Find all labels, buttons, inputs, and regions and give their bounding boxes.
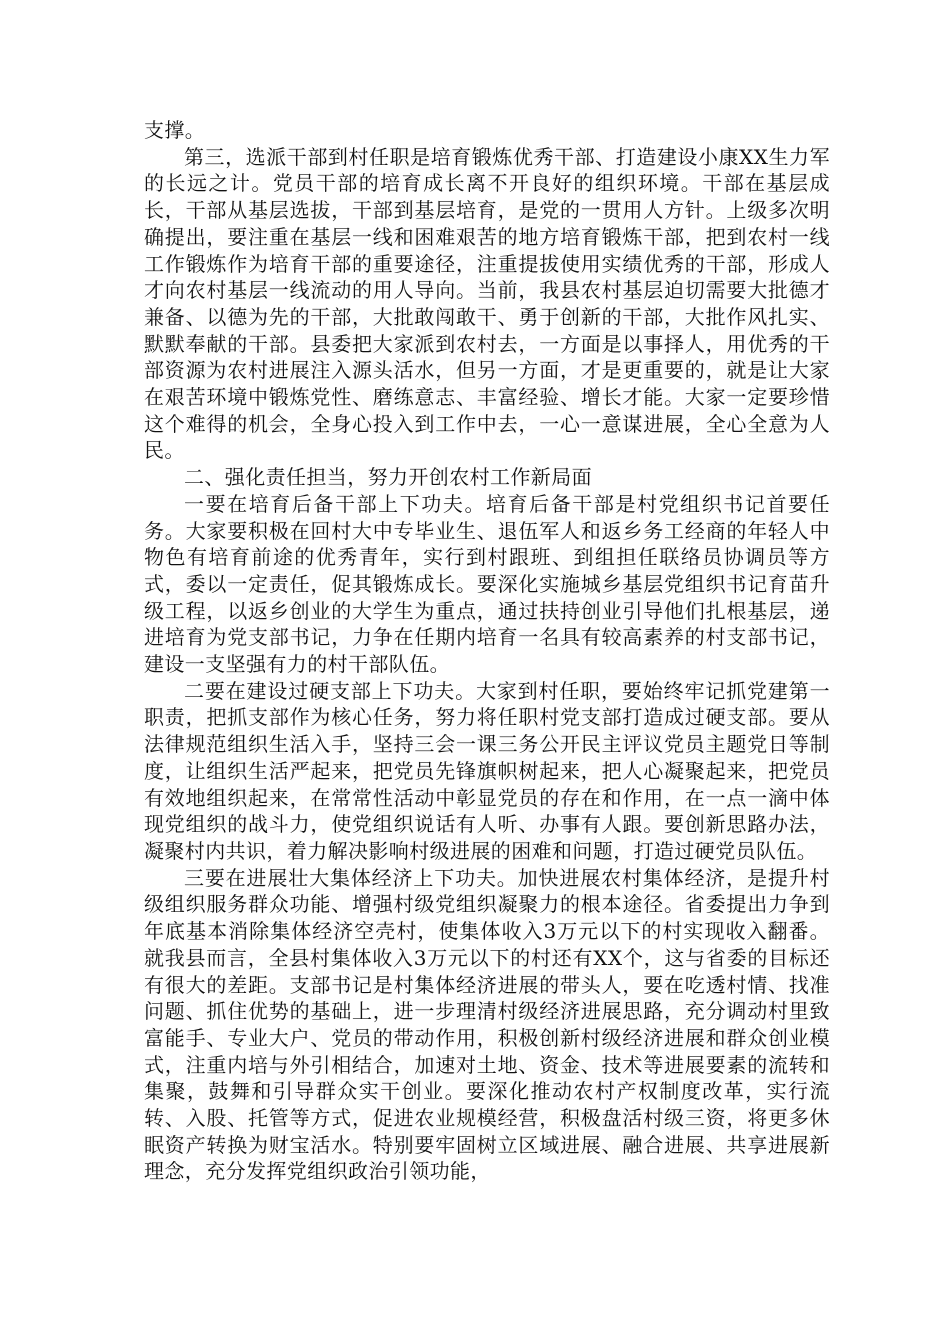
- document-body: [144, 117, 830, 1185]
- paragraph-collective-economy: 三要在进展壮大集体经济上下功夫。加快进展农村集体经济，是提升村级组织服务群众功能、增强村级党组织凝聚力的根本途径。省委提出力争到年底基本消除集体经济空壳村，使集体收入3万元以下的村实现收入翻番。就我县而言，全县村集体收入3万元以下的村还有XX个，这与省委的目标还有很大的差距。支部书记是村集体经济进展的带头人，要在吃透村情、找准问题、抓住优势的基础上，进一步理清村级经济进展思路，充分调动村里致富能手、专业大户、党员的带动作用，积极创新村级经济进展和群众创业模式，注重内培与外引相结合，加速对土地、资金、技术等进展要素的流转和集聚，鼓舞和引导群众实干创业。要深化推动农村产权制度改革，实行流转、入股、托管等方式，促进农业规模经营，积极盘活村级三资，将更多休眠资产转换为财宝活水。特别要牢固树立区域进展、融合进展、共享进展新理念，充分发挥党组织政治引领功能，: [144, 865, 830, 1184]
- section-heading: 二、强化责任担当，努力开创农村工作新局面: [184, 465, 592, 490]
- paragraph-party-branch: 二要在建设过硬支部上下功夫。大家到村任职，要始终牢记抓党建第一职责，把抓支部作为核心任务，努力将任职村党支部打造成过硬支部。要从法律规范组织生活入手，坚持三会一课三务公开民主评议党员主题党日等制度，让组织生活严起来，把党员先锋旗帜树起来，把人心凝聚起来，把党员有效地组织起来，在常常性活动中彰显党员的存在和作用，在一点一滴中体现党组织的战斗力，使党组织说话有人听、办事有人跟。要创新思路办法，凝聚村内共识，着力解决影响村级进展的困难和问题，打造过硬党员队伍。: [144, 678, 830, 863]
- paragraph-continuation: 支撑。: [144, 118, 206, 142]
- paragraph-reserve-cadres: 一要在培育后备干部上下功夫。培育后备干部是村党组织书记首要任务。大家要积极在回村大中专毕业生、退伍军人和返乡务工经商的年轻人中物色有培育前途的优秀青年，实行到村跟班、到组担任联络员协调员等方式，委以一定责任，促其锻炼成长。要深化实施城乡基层党组织书记育苗升级工程，以返乡创业的大学生为重点，通过扶持创业引导他们扎根基层，递进培育为党支部书记，力争在任期内培育一名具有较高素养的村支部书记，建设一支坚强有力的村干部队伍。: [144, 491, 830, 677]
- paragraph-third-point: 第三，选派干部到村任职是培育锻炼优秀干部、打造建设小康XX生力军的长远之计。党员干部的培育成长离不开良好的组织环境。干部在基层成长，干部从基层选拔，干部到基层培育，是党的一贯用人方针。上级多次明确提出，要注重在基层一线和困难艰苦的地方培育锻炼干部，把到农村一线工作锻炼作为培育干部的重要途径，注重提拔使用实绩优秀的干部，形成人才向农村基层一线流动的用人导向。当前，我县农村基层迫切需要大批德才兼备、以德为先的干部，大批敢闯敢干、勇于创新的干部，大批作风扎实、默默奉献的干部。县委把大家派到农村去，一方面是以事择人，用优秀的干部资源为农村进展注入源头活水，但另一方面，才是更重要的，就是让大家在艰苦环境中锻炼党性、磨练意志、丰富经验、增长才能。大家一定要珍惜这个难得的机会，全身心投入到工作中去，一心一意谋进展，全心全意为人民。: [144, 144, 830, 463]
